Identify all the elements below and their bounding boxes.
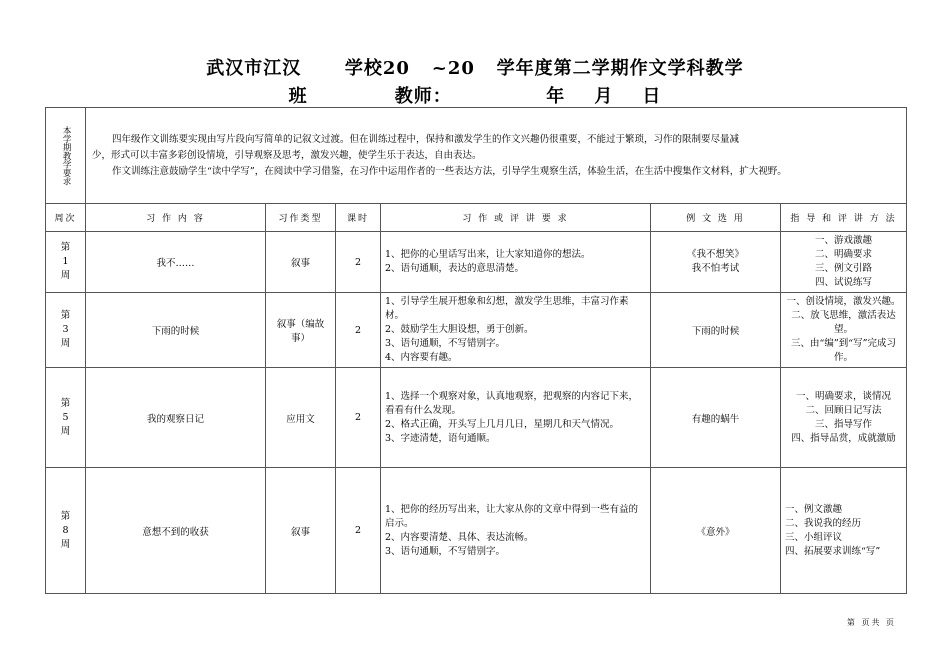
requirement-item: 3、字迹清楚，语句通顺。 [385,432,496,444]
method-item: 一、明确要求，谈情况 [795,390,891,402]
examples-cell [651,368,781,468]
requirements-label: 本学期教学要求 [61,125,72,186]
hours-cell: 2 [336,468,381,594]
week-prefix: 第 [60,310,71,321]
requirement-item: 3、语句通顺，不写错别字。 [385,338,506,349]
table-row [46,368,907,468]
method-item: 四、拓展要求训练“写” [785,545,881,557]
document-title: 武汉市江汉 学校20 ~20 学年度第二学期作文学科教学 [206,58,744,79]
method-item: 四、试说练写 [814,277,872,288]
method-item: 二、我说我的经历 [785,517,862,529]
requirement-item: 1、把你的心里话写出来，让大家知道你的想法。 [385,249,591,260]
content-cell: 我不…… [86,232,266,293]
requirements-row [46,108,907,204]
method-item: 一、例文激趣 [785,503,843,515]
table-row [46,293,907,368]
requirement-item: 2、语句通顺，表达的意思清楚。 [385,263,525,274]
week-cell [46,293,86,368]
week-number: 1 [62,256,69,267]
examples-cell [651,293,781,368]
requirements-paragraph-2: 少，形式可以丰富多彩创设情境，引导观察及思考，激发兴趣，使学生乐于表达，自由表达。 [92,149,482,161]
hours-cell: 2 [336,368,381,468]
requirements-cell [381,232,651,293]
methods-cell [781,293,907,368]
requirements-text [86,108,907,204]
methods-cell [781,468,907,594]
method-item: 二、回顾日记写法 [805,404,882,416]
examples-cell [651,232,781,293]
requirement-item: 1、选择一个观察对象，认真地观察，把观察的内容记下来，看看有什么发现。 [385,390,639,416]
week-prefix: 第 [60,510,71,522]
week-number: 5 [62,411,69,423]
methods-cell [781,368,907,468]
method-item: 二、放飞思维，激活表达望。 [791,310,896,335]
week-suffix: 周 [60,538,71,550]
header-content: 习 作 内 容 [86,204,266,232]
page-footer: 第 页共 页 [846,618,896,627]
week-number: 8 [62,524,69,536]
week-suffix: 周 [60,338,71,349]
type-cell: 叙事 [266,468,336,594]
content-cell: 下雨的时候 [86,293,266,368]
method-item: 一、游戏激趣 [814,235,872,246]
requirement-item: 2、格式正确，开头写上几月几日，星期几和天气情况。 [385,418,620,430]
header-methods: 指 导 和 评 讲 方 法 [781,204,907,232]
hours-cell: 2 [336,293,381,368]
requirement-item: 4、内容要有趣。 [385,352,458,363]
requirements-cell [381,293,651,368]
week-cell [46,468,86,594]
method-item: 四、指导品赏，成就激励 [791,432,896,444]
requirement-item: 3、语句通顺，不写错别字。 [385,545,506,557]
requirement-item: 2、内容要清楚、具体、表达流畅。 [385,531,534,543]
table-row [46,468,907,594]
requirements-paragraph-3: 作文训练注意鼓励学生“读中学写”，在阅读中学习借鉴，在习作中运用作者的一些表达方法，引导学生观察生活，体验生活，在生活中搜集作文材料，扩大视野。 [112,165,787,177]
week-cell [46,232,86,293]
document-subtitle: 班 教师： 年 月 日 [288,86,662,107]
week-suffix: 周 [60,270,71,281]
type-cell: 叙事（编故事） [266,293,336,368]
example-item: 下雨的时候 [691,326,740,337]
week-prefix: 第 [60,242,71,253]
table-header-row [46,204,907,232]
teaching-plan-table [45,107,907,594]
example-item: 《意外》 [696,526,735,538]
requirements-cell [381,468,651,594]
example-item: 有趣的蜗牛 [691,413,740,425]
requirements-cell [381,368,651,468]
requirements-label-cell [46,108,86,204]
method-item: 一、创设情境，激发兴趣。 [786,296,901,307]
example-item: 《我不想笑》 [686,249,744,260]
week-number: 3 [62,324,69,335]
method-item: 三、由“编”到“写”完成习作。 [791,338,896,363]
methods-cell [781,232,907,293]
table-row [46,232,907,293]
requirements-paragraph-1: 四年级作文训练要实现由写片段向写简单的记叙文过渡。但在训练过程中，保持和激发学生的作文兴趣仍很重要，不能过于繁琐，习作的限制要尽量减 [112,133,740,145]
week-prefix: 第 [60,397,71,409]
method-item: 三、指导写作 [814,418,872,430]
method-item: 二、明确要求 [814,249,872,260]
week-suffix: 周 [60,425,71,437]
type-cell: 应用文 [266,368,336,468]
header-week: 周次 [46,204,86,232]
type-cell: 叙事 [266,232,336,293]
example-item: 我不怕考试 [691,263,740,274]
header-examples: 例 文 选 用 [651,204,781,232]
week-cell [46,368,86,468]
examples-cell [651,468,781,594]
method-item: 三、小组评议 [785,531,843,543]
content-cell: 我的观察日记 [86,368,266,468]
content-cell: 意想不到的收获 [86,468,266,594]
header-requirements: 习 作 或 评 讲 要 求 [381,204,651,232]
method-item: 三、例文引路 [814,263,872,274]
header-type: 习作类型 [266,204,336,232]
requirement-item: 2、鼓励学生大胆设想，勇于创新。 [385,324,534,335]
requirement-item: 1、把你的经历写出来，让大家从你的文章中得到一些有益的启示。 [385,503,639,529]
requirement-item: 1、引导学生展开想象和幻想，激发学生思维，丰富习作素材。 [385,296,629,321]
header-hours: 课时 [336,204,381,232]
hours-cell: 2 [336,232,381,293]
